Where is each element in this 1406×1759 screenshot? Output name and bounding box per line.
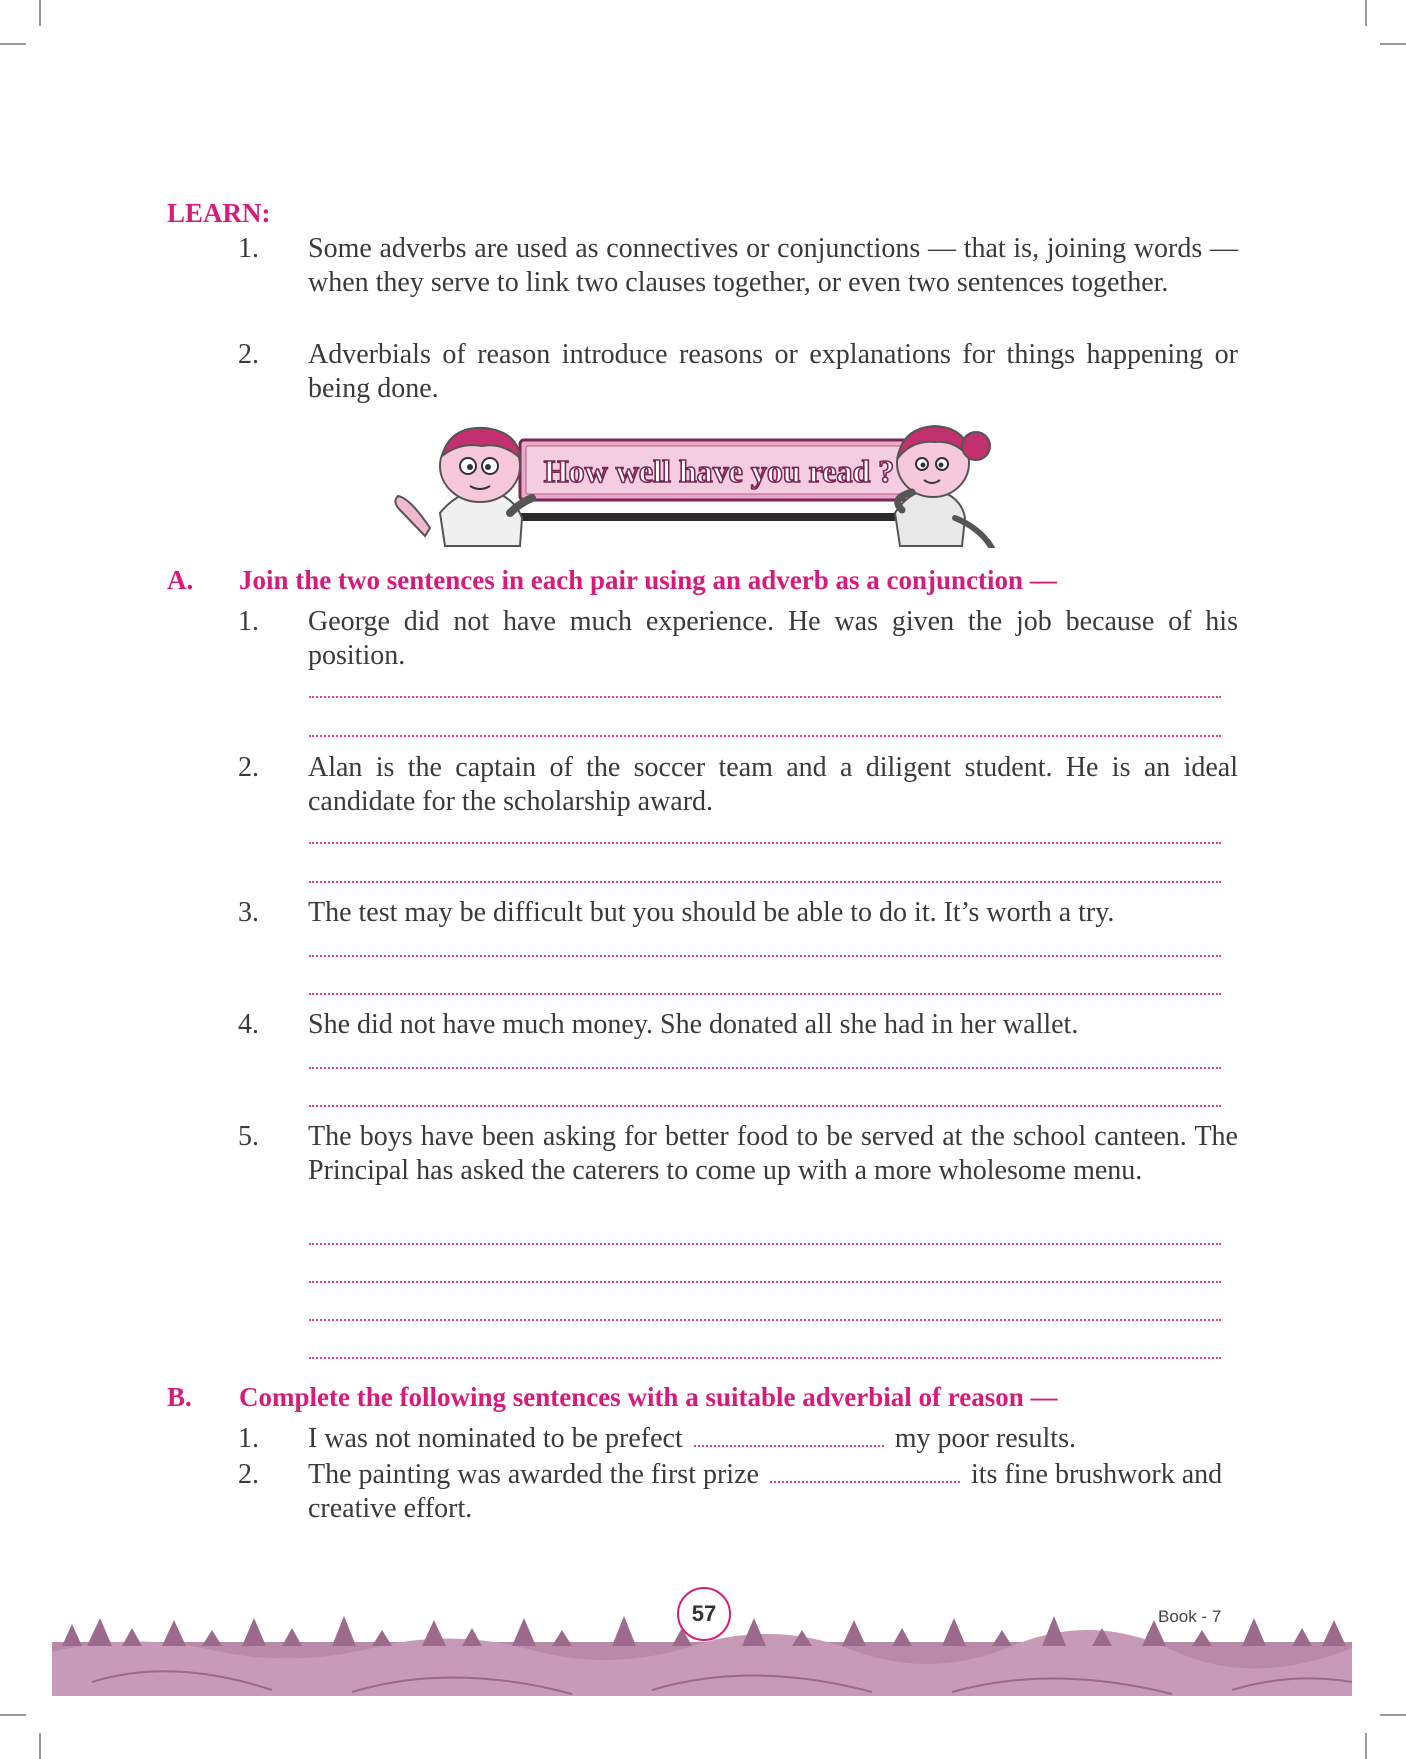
item-number: 4. — [238, 1009, 259, 1040]
item-text: The test may be difficult but you should be able to do it. It’s worth a try. — [308, 897, 1115, 928]
item-number: 3. — [238, 897, 259, 928]
answer-line[interactable] — [309, 1357, 1221, 1359]
section-heading-text: Join the two sentences in each pair using an adverb as a conjunction — — [239, 565, 1057, 595]
kids-illustration — [390, 418, 1020, 548]
crop-mark — [39, 1733, 41, 1759]
section-letter: B. — [167, 1382, 192, 1412]
item-text: She did not have much money. She donated all she had in her wallet. — [308, 1009, 1079, 1040]
crop-mark — [0, 1714, 26, 1716]
blank-field[interactable] — [694, 1427, 884, 1447]
banner-text: How well have you read ? — [543, 453, 895, 489]
banner-bar — [510, 513, 920, 521]
sentence-end: my poor results. — [894, 1423, 1076, 1454]
answer-line[interactable] — [309, 1067, 1221, 1069]
item-text: Some adverbs are used as connectives or conjunctions — that is, joining words — when they serve to link two clauses together, or even two sentences together. — [308, 233, 1238, 298]
item-number: 1. — [238, 233, 259, 264]
answer-line[interactable] — [309, 735, 1221, 737]
crop-mark — [39, 0, 41, 26]
crop-mark — [1380, 1714, 1406, 1716]
item-number: 2. — [238, 752, 259, 783]
learn-title: LEARN: — [167, 198, 271, 228]
item-text — [308, 1422, 1238, 1456]
reading-banner — [390, 418, 1020, 548]
answer-line[interactable] — [309, 993, 1221, 995]
book-label: Book - 7 — [1158, 1607, 1222, 1626]
girl-figure — [895, 426, 992, 548]
answer-line[interactable] — [309, 955, 1221, 957]
crop-mark — [1365, 1733, 1367, 1759]
crop-mark — [0, 43, 26, 45]
answer-line[interactable] — [309, 1243, 1221, 1245]
sentence-start: The painting was awarded the first prize — [308, 1459, 759, 1490]
sentence-start: I was not nominated to be prefect — [308, 1423, 683, 1454]
section-heading-text: Complete the following sentences with a suitable adverbial of reason — — [239, 1382, 1058, 1412]
answer-line[interactable] — [309, 881, 1221, 883]
item-text: The boys have been asking for better food to be served at the school canteen. The Principal has asked the caterers to come up with a more wholesome menu. — [308, 1121, 1238, 1186]
item-number: 2. — [238, 339, 259, 370]
crop-mark — [1365, 0, 1367, 26]
item-text: Adverbials of reason introduce reasons or explanations for things happening or being done. — [308, 339, 1238, 404]
answer-line[interactable] — [309, 1281, 1221, 1283]
section-letter: A. — [167, 565, 194, 595]
answer-line[interactable] — [309, 1105, 1221, 1107]
sentence-end: its fine brushwork and creative effort. — [308, 1459, 1223, 1524]
item-number: 2. — [238, 1459, 259, 1490]
boy-figure — [395, 428, 532, 546]
crop-mark — [1380, 43, 1406, 45]
blank-field[interactable] — [770, 1463, 960, 1483]
item-text — [308, 1458, 1238, 1526]
item-number: 1. — [238, 606, 259, 637]
answer-line[interactable] — [309, 696, 1221, 698]
page-number: 57 — [677, 1587, 731, 1641]
item-text: Alan is the captain of the soccer team and a diligent student. He is an ideal candidate for the scholarship award. — [308, 752, 1238, 817]
item-number: 5. — [238, 1121, 259, 1152]
answer-line[interactable] — [309, 1319, 1221, 1321]
answer-line[interactable] — [309, 842, 1221, 844]
item-number: 1. — [238, 1423, 259, 1454]
item-text: George did not have much experience. He was given the job because of his position. — [308, 606, 1238, 671]
